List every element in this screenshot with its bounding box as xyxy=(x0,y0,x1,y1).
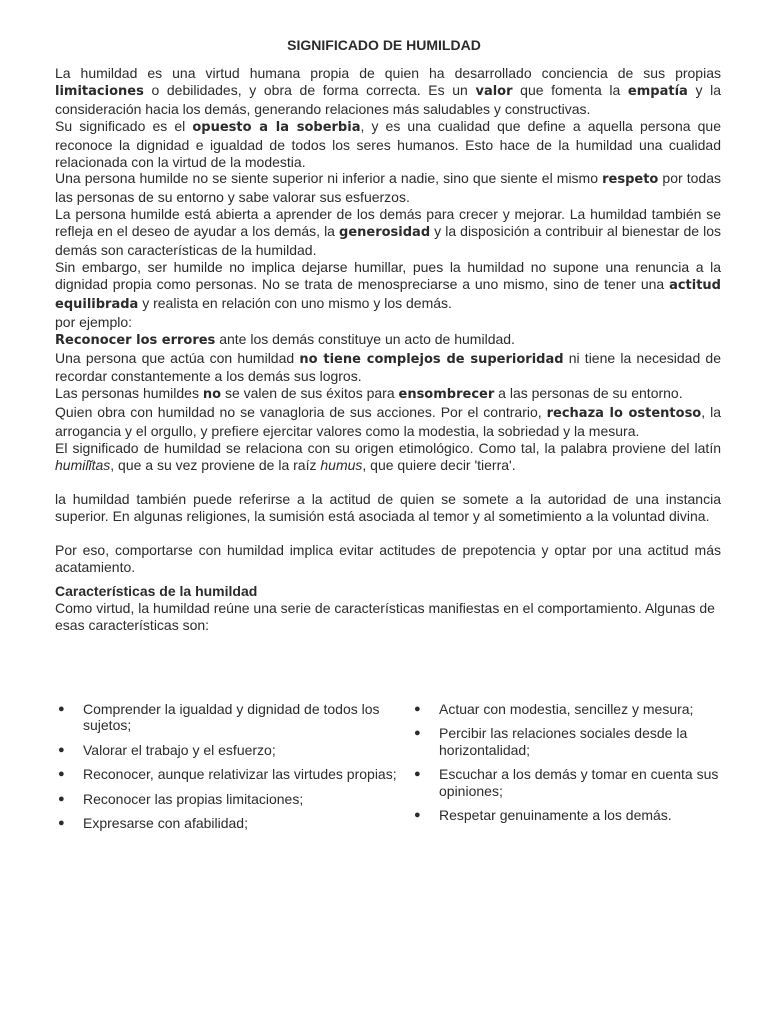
document-body xyxy=(55,65,721,634)
list-item-text: Actuar con modestia, sencillez y mesura; xyxy=(439,701,694,717)
text-run: ni tiene la necesidad de recordar constantemente a los demás sus logros. xyxy=(55,349,721,385)
list-item xyxy=(55,766,411,782)
bold-run: ensombrecer xyxy=(398,387,495,403)
bold-run: generosidad xyxy=(339,225,431,241)
paragraph-11 xyxy=(55,440,721,474)
list-item-text: Reconocer las propias limitaciones; xyxy=(83,790,304,807)
characteristics-list-left xyxy=(55,701,411,839)
list-item xyxy=(55,701,411,734)
bold-run: opuesto a la soberbia xyxy=(192,119,361,135)
bold-run: no tiene complejos de superioridad xyxy=(299,351,564,367)
bullet-icon: ● xyxy=(414,768,421,781)
list-item-text: Respetar genuinamente a los demás. xyxy=(439,807,672,824)
text-run: que fomenta la xyxy=(512,81,628,98)
list-item-text: Reconocer, aunque relativizar las virtudes propias; xyxy=(83,766,397,783)
bullet-icon: ● xyxy=(58,817,65,830)
text-run: , la arrogancia y el orgullo, y prefiere ejercitar valores como la modestia, la sobriedad y la mesura. xyxy=(55,404,721,440)
text-run: a las personas de su entorno. xyxy=(494,385,683,402)
paragraph-4 xyxy=(55,206,721,259)
bold-run: actitud equilibrada xyxy=(55,277,721,312)
bullet-icon: ● xyxy=(58,743,65,756)
text-run: , y es una cualidad que define a aquella persona que reconoce la dignidad e igualdad de todos los seres humanos. Esto hace de la humildad una cualidad relacionada con la virtud de la modestia. xyxy=(55,117,721,170)
text-run: Una persona que actúa con humildad xyxy=(55,349,300,366)
bold-run: limitaciones xyxy=(55,83,144,99)
paragraph-9 xyxy=(55,385,721,404)
paragraph-1 xyxy=(55,65,721,118)
list-item-text: Escuchar a los demás y tomar en cuenta sus opiniones; xyxy=(439,766,719,799)
list-item xyxy=(411,701,735,717)
text-run: ante los demás constituye un acto de humildad. xyxy=(215,330,515,347)
spacer xyxy=(55,525,721,542)
list-item xyxy=(55,742,411,758)
section-heading: Características de la humildad xyxy=(55,583,258,600)
list-item xyxy=(411,725,735,758)
text-run: El significado de humildad se relaciona con su origen etimológico. Como tal, la palabra proviene del latín xyxy=(55,440,721,457)
text-run: y la disposición a contribuir al bienestar de los demás son características de la humildad. xyxy=(55,223,721,259)
text-run: se valen de sus éxitos para xyxy=(221,385,399,402)
text-run: o debilidades, y obra de forma correcta. Es un xyxy=(143,81,476,98)
text-run: Las personas humildes xyxy=(55,385,203,402)
list-item xyxy=(411,807,735,823)
list-item xyxy=(55,815,411,831)
page-title: SIGNIFICADO DE HUMILDAD xyxy=(287,37,481,53)
paragraph-14: Como virtud, la humildad reúne una serie de características manifiestas en el comportamiento. Algunas de esas características son: xyxy=(55,600,715,634)
paragraph-6: por ejemplo: xyxy=(55,313,133,330)
paragraph-12: la humildad también puede referirse a la actitud de quien se somete a la autoridad de una instancia superior. En algunas religiones, la sumisión está asociada al temor y al sometimiento a la voluntad divina. xyxy=(55,490,721,524)
text-run: La humildad es una virtud humana propia de quien ha desarrollado conciencia de sus propias xyxy=(55,65,721,81)
list-item-text: Percibir las relaciones sociales desde la horizontalidad; xyxy=(439,725,688,758)
spacer xyxy=(55,474,721,491)
bold-run: rechaza lo ostentoso xyxy=(546,406,702,422)
list-item-text: Valorar el trabajo y el esfuerzo; xyxy=(83,741,276,758)
paragraph-2 xyxy=(55,118,721,171)
paragraph-3 xyxy=(55,170,721,206)
bold-run: empatía xyxy=(627,83,688,99)
text-run: Quien obra con humildad no se vanagloria de sus acciones. Por el contrario, xyxy=(55,404,547,421)
bold-run: Reconocer los errores xyxy=(55,332,216,348)
bold-run: respeto xyxy=(602,172,659,188)
italic-run: humus xyxy=(320,456,363,473)
paragraph-10 xyxy=(55,404,721,440)
list-item xyxy=(55,791,411,807)
text-run: Sin embargo, ser humilde no implica dejarse humillar, pues la humildad no supone una renuncia a la dignidad propia como personas. No se trata de menospreciarse a uno mismo, sino de tener una xyxy=(55,258,721,292)
paragraph-5 xyxy=(55,259,721,314)
bullet-icon: ● xyxy=(414,727,421,740)
paragraph-8 xyxy=(55,350,721,386)
paragraph-7 xyxy=(55,331,721,350)
bold-run: no xyxy=(202,387,222,403)
text-run: , que quiere decir 'tierra'. xyxy=(362,456,516,473)
text-run: y la consideración hacia los demás, generando relaciones más saludables y constructivas. xyxy=(55,81,721,117)
text-run: y realista en relación con uno mismo y los demás. xyxy=(138,294,452,311)
characteristics-lists xyxy=(55,701,735,839)
characteristics-list-right xyxy=(411,701,735,839)
list-item-text: Expresarse con afabilidad; xyxy=(83,815,248,832)
text-run: , que a su vez proviene de la raíz xyxy=(110,456,321,473)
text-run: Su significado es el xyxy=(55,117,193,134)
bullet-icon: ● xyxy=(58,703,65,715)
bullet-icon: ● xyxy=(58,792,65,805)
text-run: por todas las personas de su entorno y sabe valorar sus esfuerzos. xyxy=(55,170,721,206)
bullet-icon: ● xyxy=(414,809,421,822)
text-run: La persona humilde está abierta a aprender de los demás para crecer y mejorar. La humildad también se refleja en el deseo de ayudar a los demás, la xyxy=(55,206,721,240)
list-item-text: Comprender la igualdad y dignidad de todos los sujetos; xyxy=(83,701,380,734)
bullet-icon: ● xyxy=(58,768,65,781)
bullet-icon: ● xyxy=(414,703,421,715)
list-item xyxy=(411,766,735,799)
italic-run: humilĭtas xyxy=(55,456,111,473)
text-run: Una persona humilde no se siente superior ni inferior a nadie, sino que siente el mismo xyxy=(55,170,603,187)
spacer xyxy=(55,575,721,583)
paragraph-13: Por eso, comportarse con humildad implica evitar actitudes de prepotencia y optar por una actitud más acatamiento. xyxy=(55,541,721,575)
bold-run: valor xyxy=(475,83,513,99)
